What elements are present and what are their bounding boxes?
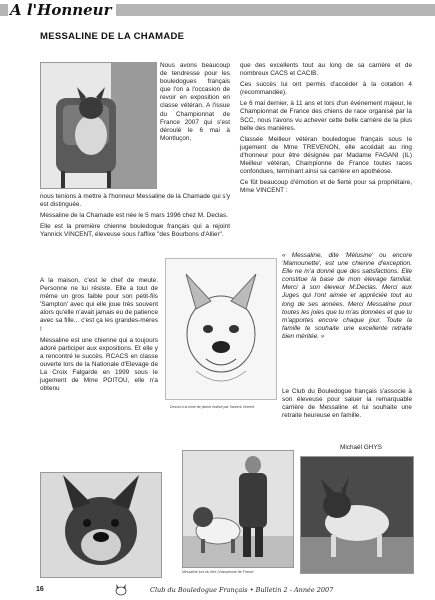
podium-caption: Messaline lors du titre Championne de France	[182, 570, 254, 574]
paragraph: Le Club du Bouledogue français s'associe à son éleveuse pour saluer la remarquable carrière de Messaline et lui souhaite une retraite heureuse en famille.	[282, 388, 412, 420]
paragraph: nous tenions à mettre à l'honneur Messaline de la Chamade qui s'y est distinguée.	[40, 193, 231, 209]
photo-podium	[182, 450, 294, 568]
pencil-drawing	[165, 258, 277, 400]
paragraph: Ces succès lui ont permis d'accéder à la cotation 4 (recommandée).	[240, 81, 412, 97]
photo-dog-on-chair	[40, 62, 157, 189]
photo-dog-show-ring	[300, 456, 414, 574]
paragraph: Ce fût beaucoup d'émotion et de fierté pour sa propriétaire, Mme VINCENT :	[240, 179, 412, 195]
paragraph: A la maison, c'est le chef de meute. Personne ne lui résiste. Elle a tout de même un gros faible pour son petit-fils 'Sampton' avec qui elle joue très souvent alors qu'elle n'avait jamais eu de patience avec sa fille... c'est ça les grandes-mères !	[40, 277, 158, 333]
quote-text: « Messaline, dite 'Mélusine' ou encore 'Mamounette', est une chienne d'exception. Elle ne m'a donné que des satisfactions. Elle constitue la base de mon élevage familial. Merci à son éleveur M.Declas. Merci aux Juges qui l'ont aimée et appréciée tout au long de ses années. Merci Messaline pour toutes les joies que tu m'as données et que tu m'apportes encore chaque jour. Toute la famille te souhaite une excellente retraite bien méritée. »	[282, 252, 412, 340]
intro-paragraph: Nous avons beaucoup de tendresse pour les bouledogues français que l'on a l'occasion de revoir en exposition en classe vétéran. A l'issue du Championnat de France 2007 qui s'est déroulé le 6 mai à Montluçon,	[160, 62, 230, 142]
bulldog-logo-icon	[114, 584, 128, 596]
intro-text	[160, 62, 230, 146]
left-column-narrow	[40, 277, 158, 396]
page-header	[0, 0, 435, 20]
drawing-caption: Dessin à la mine de plomb réalisé par Yannick Vincent	[170, 405, 255, 409]
section-title: A l'Honneur	[8, 0, 116, 20]
paragraph: Messaline de la Chamade est née le 5 mars 1996 chez M. Declas.	[40, 212, 228, 220]
article-title: MESSALINE DE LA CHAMADE	[40, 31, 185, 42]
page-footer	[0, 584, 435, 598]
owner-quote	[282, 252, 412, 344]
paragraph: Elle est la première chienne bouledogue français qui a rejoint Yannick VINCENT, éleveuse sous l'affixe "des Bourbons d'Allier".	[40, 223, 230, 239]
left-column-wide	[40, 193, 230, 242]
paragraph: Classée Meilleur vétéran bouledogue français sous le jugement de Mme TREVENON, elle accédait au ring d'honneur pour être désignée par Madame FAGANI (IL) Meilleur vétéran, Championne de France toutes races confondues, terminant ainsi sa carrière en apothéose.	[240, 135, 412, 176]
author-signature: Michaël GHYS	[340, 444, 382, 451]
closing-paragraph	[282, 388, 412, 423]
photo-dog-closeup	[40, 472, 162, 578]
footer-publication: Club du Bouledogue Français • Bulletin 2 - Année 2007	[150, 586, 334, 594]
paragraph: Le 6 mai dernier, à 11 ans et lors d'un événement majeur, le Championnat de France des chiens de race organisé par la SCC, nous l'avons vu achever cette belle carrière de la plus belle des manières.	[240, 100, 412, 132]
right-column	[240, 62, 412, 198]
paragraph: que des excellents tout au long de sa carrière et de nombreux CACS et CACIB.	[240, 62, 412, 78]
page-number: 16	[36, 586, 44, 593]
paragraph: Messaline est une chienne qui a toujours adoré participer aux expositions. Et elle y a rencontré le succès. RCACS en classe ouverte lors de la Nationale d'Elevage de La Croix Falgarde en 1999 sous le jugement de Mme POITOU, elle n'a obtenu	[40, 336, 158, 393]
